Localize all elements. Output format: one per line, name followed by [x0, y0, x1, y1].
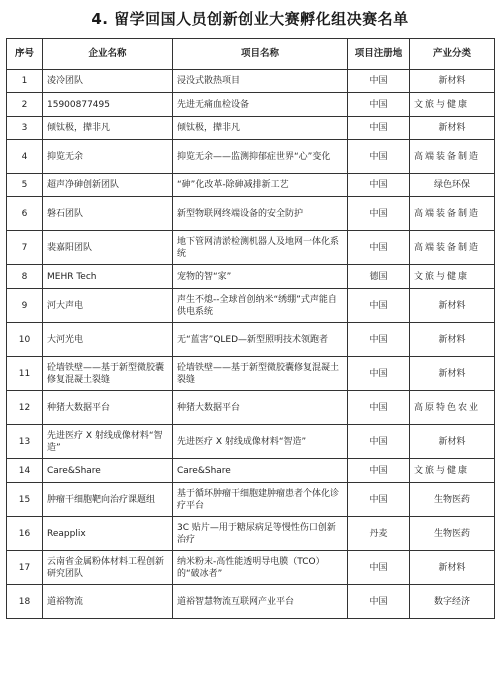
registration-place: 中国 [348, 174, 410, 197]
project-name: 先进无痛血检设备 [173, 93, 348, 117]
registration-place: 中国 [348, 425, 410, 459]
industry-category: 生物医药 [410, 517, 495, 551]
registration-place: 中国 [348, 93, 410, 117]
company-name: 种猪大数据平台 [43, 391, 173, 425]
table-row [7, 517, 495, 551]
industry-category: 高原特色农业 [410, 391, 495, 425]
row-number: 12 [7, 391, 43, 425]
registration-place: 德国 [348, 265, 410, 289]
registration-place: 中国 [348, 585, 410, 619]
industry-category: 文旅与健康 [410, 265, 495, 289]
row-number: 2 [7, 93, 43, 117]
header-no: 序号 [7, 39, 43, 70]
registration-place: 中国 [348, 140, 410, 174]
industry-category: 新材料 [410, 357, 495, 391]
industry-category: 绿色环保 [410, 174, 495, 197]
row-number: 9 [7, 289, 43, 323]
project-name: 浸没式散热项目 [173, 70, 348, 93]
project-name: 道裕智慧物流互联网产业平台 [173, 585, 348, 619]
table-row [7, 265, 495, 289]
row-number: 14 [7, 459, 43, 483]
table-row [7, 357, 495, 391]
company-name: 倾钛极，撵非凡 [43, 117, 173, 140]
project-name: 纳米粉末-高性能透明导电膜（TCO）的“破冰者” [173, 551, 348, 585]
company-name: MEHR Tech [43, 265, 173, 289]
company-name: 15900877495 [43, 93, 173, 117]
industry-category: 文旅与健康 [410, 459, 495, 483]
company-name: 大河光电 [43, 323, 173, 357]
registration-place: 中国 [348, 323, 410, 357]
registration-place: 中国 [348, 459, 410, 483]
registration-place: 中国 [348, 483, 410, 517]
industry-category: 高端装备制造 [410, 231, 495, 265]
row-number: 17 [7, 551, 43, 585]
table-row [7, 289, 495, 323]
table-row [7, 459, 495, 483]
industry-category: 新材料 [410, 117, 495, 140]
industry-category: 高端装备制造 [410, 140, 495, 174]
company-name: 抑览无余 [43, 140, 173, 174]
finalist-table [6, 38, 495, 619]
header-company: 企业名称 [43, 39, 173, 70]
document-title: 4. 留学回国人员创新创业大赛孵化组决赛名单 [91, 10, 409, 28]
row-number: 4 [7, 140, 43, 174]
registration-place: 中国 [348, 391, 410, 425]
project-name: 基于循环肿瘤干细胞建肿瘤患者个体化诊疗平台 [173, 483, 348, 517]
table-row [7, 585, 495, 619]
project-name: 3C 贴片—用于糖尿病足等慢性伤口创新治疗 [173, 517, 348, 551]
company-name: 磐石团队 [43, 197, 173, 231]
project-name: “砷”化改革-除砷减排新工艺 [173, 174, 348, 197]
industry-category: 新材料 [410, 289, 495, 323]
header-category: 产业分类 [410, 39, 495, 70]
project-name: 抑览无余——监测抑郁症世界“心”变化 [173, 140, 348, 174]
project-name: 无“蓝害”QLED—新型照明技术领跑者 [173, 323, 348, 357]
industry-category: 新材料 [410, 551, 495, 585]
row-number: 16 [7, 517, 43, 551]
registration-place: 中国 [348, 117, 410, 140]
row-number: 13 [7, 425, 43, 459]
project-name: 声生不熄--全球首创纳米“绣绷”式声能自供电系统 [173, 289, 348, 323]
header-place: 项目注册地 [348, 39, 410, 70]
table-row [7, 231, 495, 265]
table-row [7, 323, 495, 357]
row-number: 10 [7, 323, 43, 357]
company-name: 凌冷团队 [43, 70, 173, 93]
registration-place: 中国 [348, 289, 410, 323]
table-row [7, 391, 495, 425]
table-header-row [7, 39, 495, 70]
registration-place: 中国 [348, 551, 410, 585]
industry-category: 文旅与健康 [410, 93, 495, 117]
registration-place: 中国 [348, 70, 410, 93]
project-name: 先进医疗 X 射线成像材料“智造” [173, 425, 348, 459]
company-name: 裴嘉阳团队 [43, 231, 173, 265]
table-row [7, 93, 495, 117]
row-number: 6 [7, 197, 43, 231]
row-number: 5 [7, 174, 43, 197]
project-name: 倾钛极，撵非凡 [173, 117, 348, 140]
registration-place: 中国 [348, 357, 410, 391]
company-name: 先进医疗 X 射线成像材料“智造” [43, 425, 173, 459]
industry-category: 数字经济 [410, 585, 495, 619]
table-row [7, 425, 495, 459]
table-row [7, 174, 495, 197]
table-row [7, 140, 495, 174]
company-name: 云南省金属粉体材料工程创新研究团队 [43, 551, 173, 585]
registration-place: 中国 [348, 231, 410, 265]
company-name: 超声净砷创新团队 [43, 174, 173, 197]
industry-category: 生物医药 [410, 483, 495, 517]
project-name: Care&Share [173, 459, 348, 483]
company-name: Reapplix [43, 517, 173, 551]
registration-place: 中国 [348, 197, 410, 231]
company-name: Care&Share [43, 459, 173, 483]
project-name: 宠物的智“家” [173, 265, 348, 289]
project-name: 砼墙铁壁——基于新型微胶囊修复混凝土裂缝 [173, 357, 348, 391]
row-number: 11 [7, 357, 43, 391]
company-name: 砼墙铁壁——基于新型微胶囊修复混凝土裂缝 [43, 357, 173, 391]
header-project: 项目名称 [173, 39, 348, 70]
row-number: 18 [7, 585, 43, 619]
project-name: 新型物联网终端设备的安全防护 [173, 197, 348, 231]
table-row [7, 70, 495, 93]
row-number: 8 [7, 265, 43, 289]
company-name: 河大声电 [43, 289, 173, 323]
row-number: 15 [7, 483, 43, 517]
industry-category: 高端装备制造 [410, 197, 495, 231]
registration-place: 丹麦 [348, 517, 410, 551]
company-name: 道裕物流 [43, 585, 173, 619]
table-body [7, 70, 495, 619]
row-number: 7 [7, 231, 43, 265]
table-row [7, 551, 495, 585]
industry-category: 新材料 [410, 425, 495, 459]
table-row [7, 483, 495, 517]
project-name: 地下管网清淤检测机器人及地网一体化系统 [173, 231, 348, 265]
table-row [7, 197, 495, 231]
industry-category: 新材料 [410, 323, 495, 357]
industry-category: 新材料 [410, 70, 495, 93]
project-name: 种猪大数据平台 [173, 391, 348, 425]
company-name: 肿瘤干细胞靶向治疗课题组 [43, 483, 173, 517]
table-row [7, 117, 495, 140]
row-number: 1 [7, 70, 43, 93]
row-number: 3 [7, 117, 43, 140]
